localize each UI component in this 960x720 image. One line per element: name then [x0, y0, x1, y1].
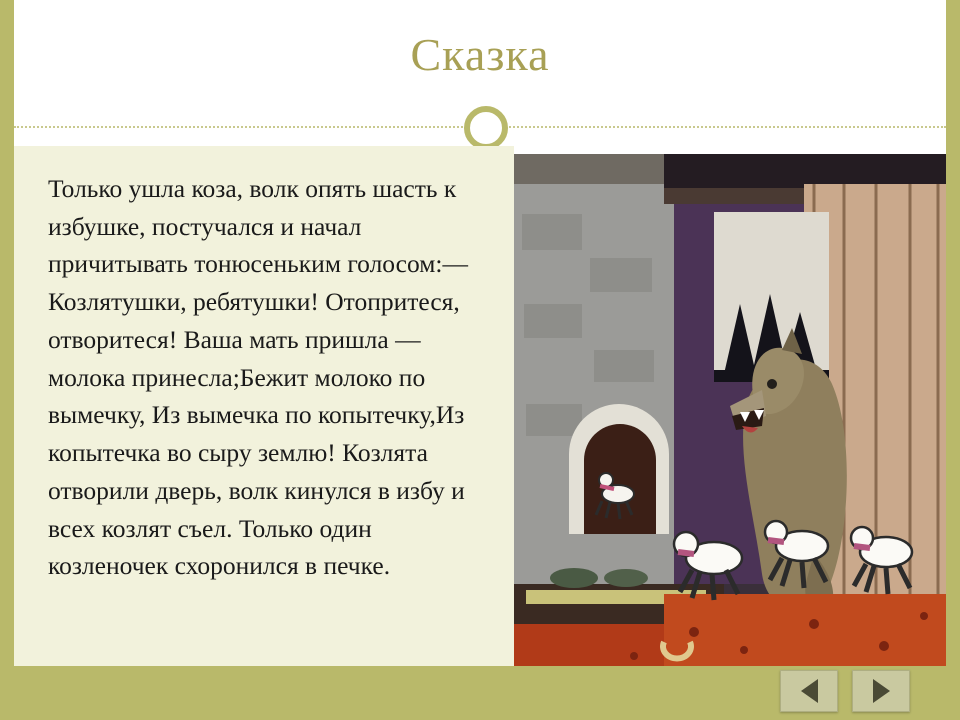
navigation-controls — [780, 670, 910, 712]
bottom-bar — [14, 666, 946, 720]
previous-slide-button[interactable] — [780, 670, 838, 712]
illustration-graphic — [514, 154, 946, 666]
triangle-right-icon — [873, 679, 890, 703]
triangle-left-icon — [801, 679, 818, 703]
next-slide-button[interactable] — [852, 670, 910, 712]
title-area — [14, 0, 946, 120]
page-title: Сказка — [410, 29, 550, 80]
illustration-image — [514, 154, 946, 666]
body-text: Только ушла коза, волк опять шасть к избушке, постучался и начал причитывать тонюсеньким голосом:— Козлятушки, ребятушки! Отопритеся, отворитеся! Ваша мать пришла — молока принесла;Бежит молоко по вымечку, Из вымечка по копытечку,Из копытечка во сыру землю! Козлята отворили дверь, волк кинулся в избу и всех козлят съел. Только один козленочек схоронился в печке. — [48, 174, 468, 581]
body-panel — [14, 146, 514, 666]
ring-decoration-icon — [464, 106, 508, 150]
